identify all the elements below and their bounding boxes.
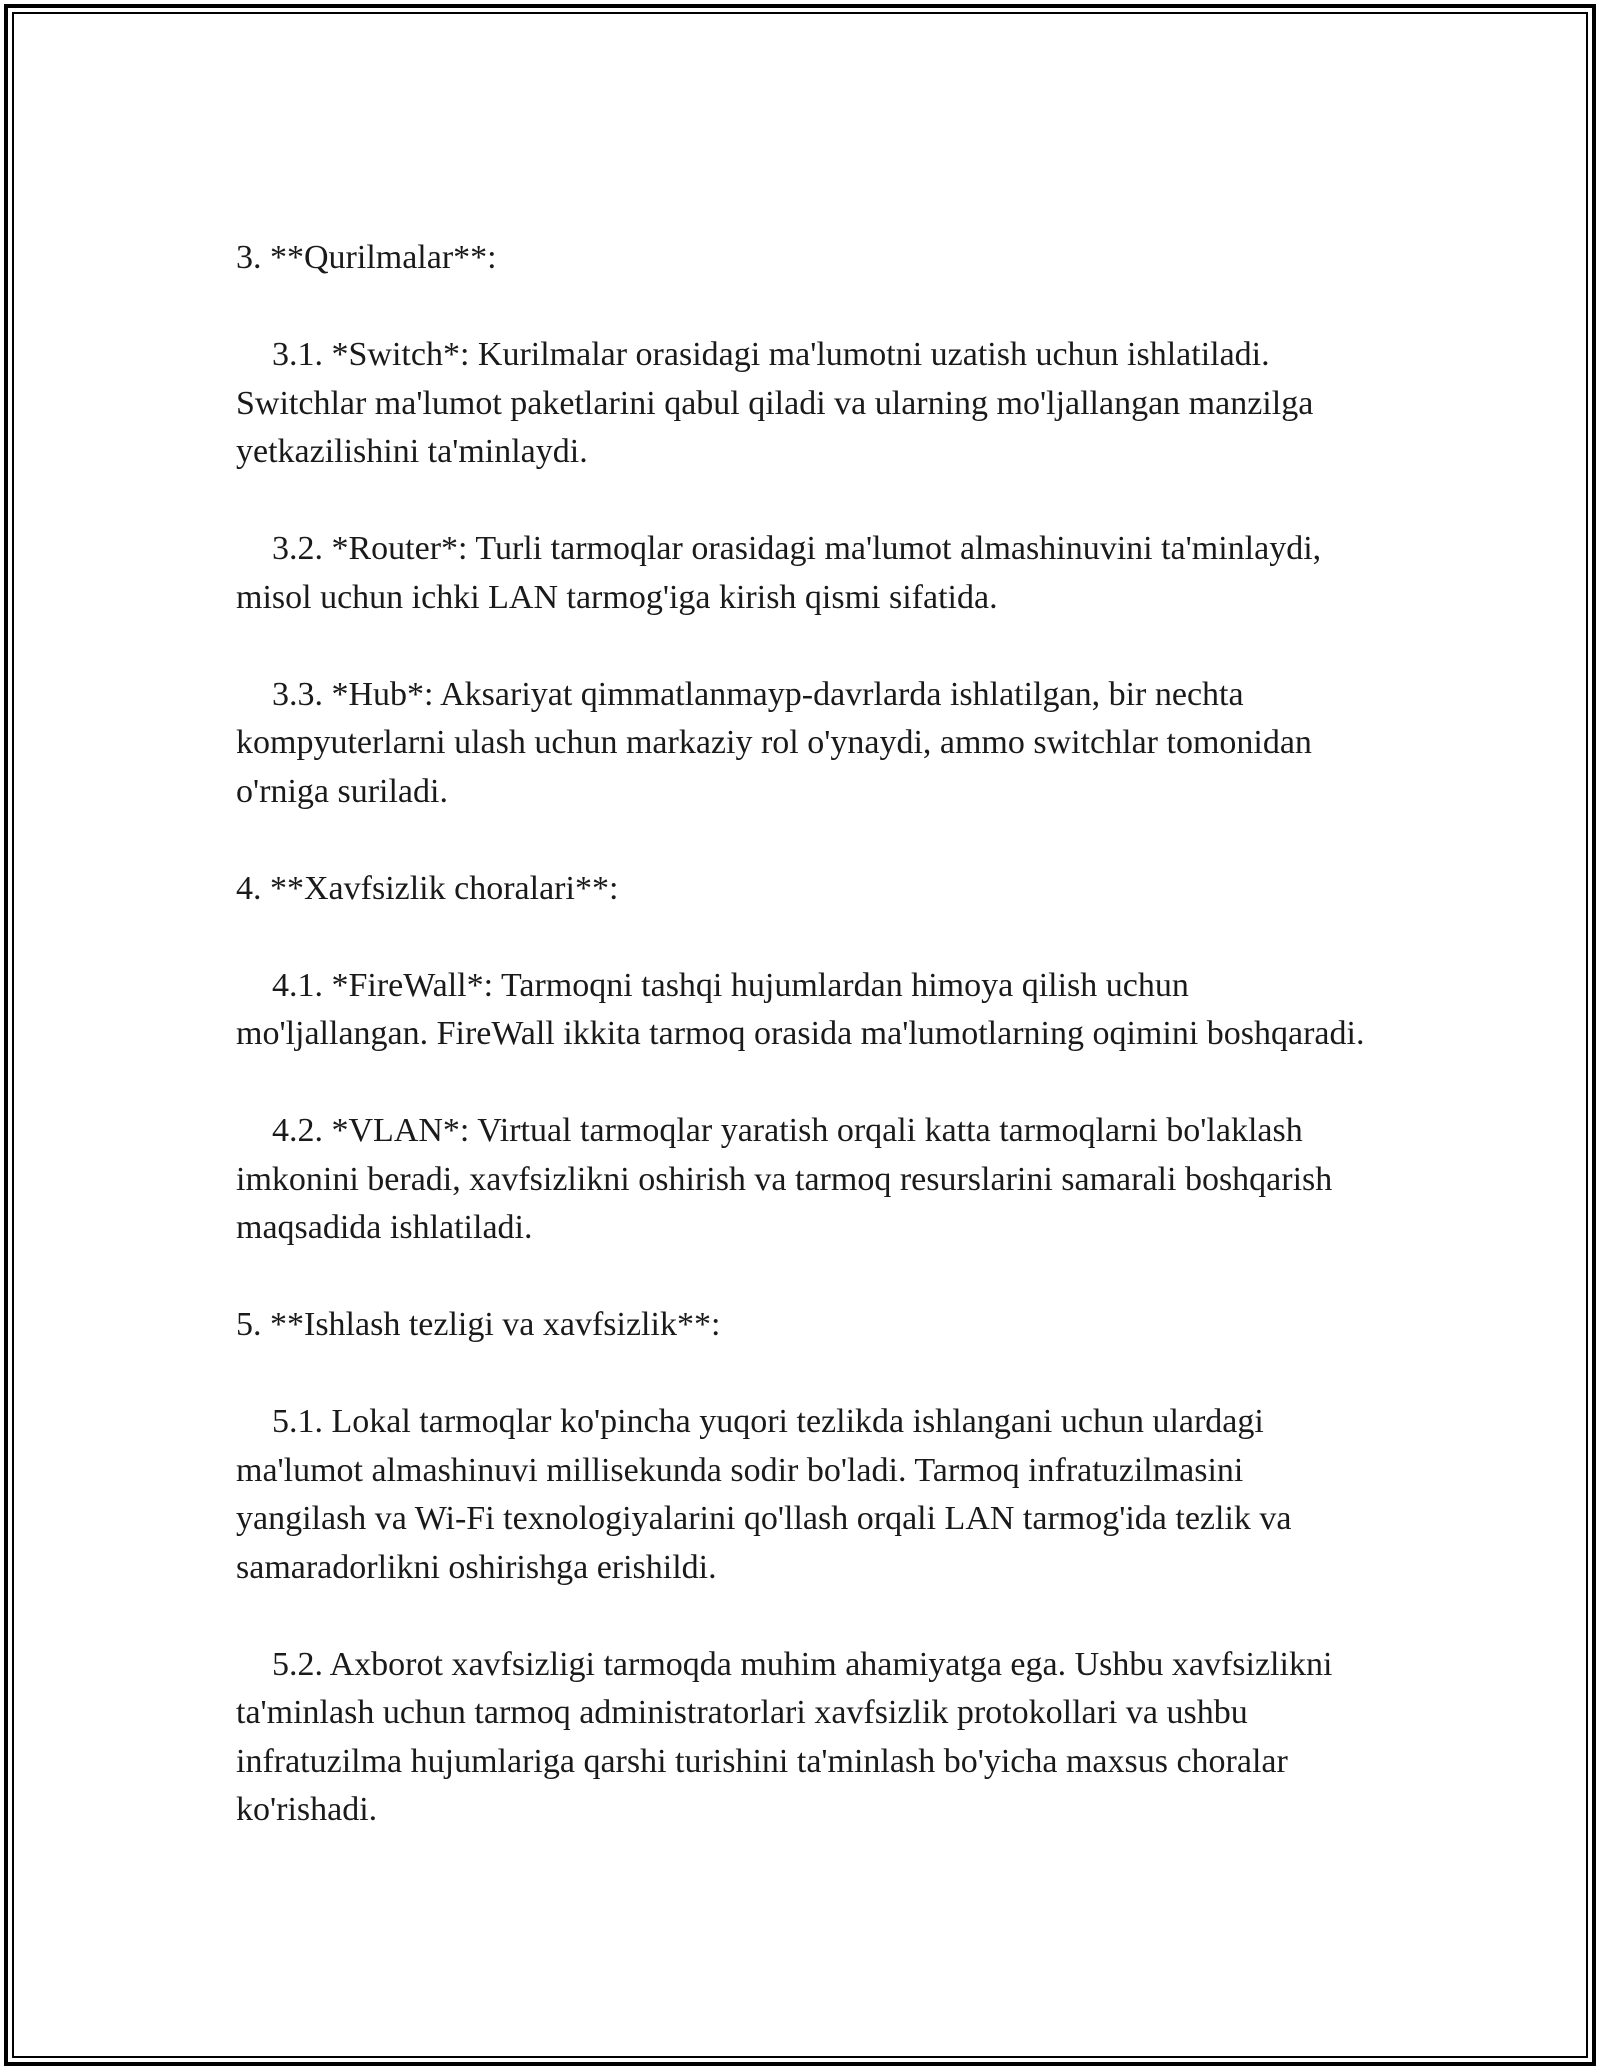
- paragraph-hub: 3.3. *Hub*: Aksariyat qimmatlanmayp-davrlarda ishlatilgan, bir nechta kompyuterlarni ulash uchun markaziy rol o'ynaydi, ammo switchlar tomonidan o'rniga suriladi.: [236, 675, 1312, 810]
- paragraph-speed: 5.1. Lokal tarmoqlar ko'pincha yuqori tezlikda ishlangani uchun ulardagi ma'lumot almashinuvi millisekunda sodir bo'ladi. Tarmoq infratuzilmasini yangilash va Wi-Fi texnologiyalarini qo'llash orqali LAN tarmog'ida tezlik va samaradorlikni oshirishga erishildi.: [236, 1403, 1292, 1586]
- paragraph-router: 3.2. *Router*: Turli tarmoqlar orasidagi ma'lumot almashinuvini ta'minlaydi, misol uchun ichki LAN tarmog'iga kirish qismi sifatida.: [236, 530, 1322, 616]
- paragraph-switch: 3.1. *Switch*: Kurilmalar orasidagi ma'lumotni uzatish uchun ishlatiladi. Switchlar ma'lumot paketlarini qabul qiladi va ularning mo'ljallangan manzilga yetkazilishini ta'minlaydi.: [236, 336, 1314, 470]
- section-heading-devices: 3. **Qurilmalar**:: [236, 239, 497, 276]
- paragraph-infosec: 5.2. Axborot xavfsizligi tarmoqda muhim ahamiyatga ega. Ushbu xavfsizlikni ta'minlash uchun tarmoq administratorlari xavfsizlik protokollari va ushbu infratuzilma hujumlariga qarshi turishini ta'minlash bo'yicha maxsus choralar ko'rishadi.: [236, 1645, 1333, 1828]
- paragraph-firewall: 4.1. *FireWall*: Tarmoqni tashqi hujumlardan himoya qilish uchun mo'ljallangan. FireWall ikkita tarmoq orasida ma'lumotlarning oqimini boshqaradi.: [236, 966, 1365, 1052]
- section-heading-security: 4. **Xavfsizlik choralari**:: [236, 869, 619, 907]
- paragraph-vlan: 4.2. *VLAN*: Virtual tarmoqlar yaratish orqali katta tarmoqlarni bo'laklash imkonini beradi, xavfsizlikni oshirish va tarmoq resurslarini samarali boshqarish maqsadida ishlatiladi.: [236, 1112, 1333, 1246]
- document-body: [236, 234, 1366, 1883]
- section-heading-speed: 5. **Ishlash tezligi va xavfsizlik**:: [236, 1306, 721, 1343]
